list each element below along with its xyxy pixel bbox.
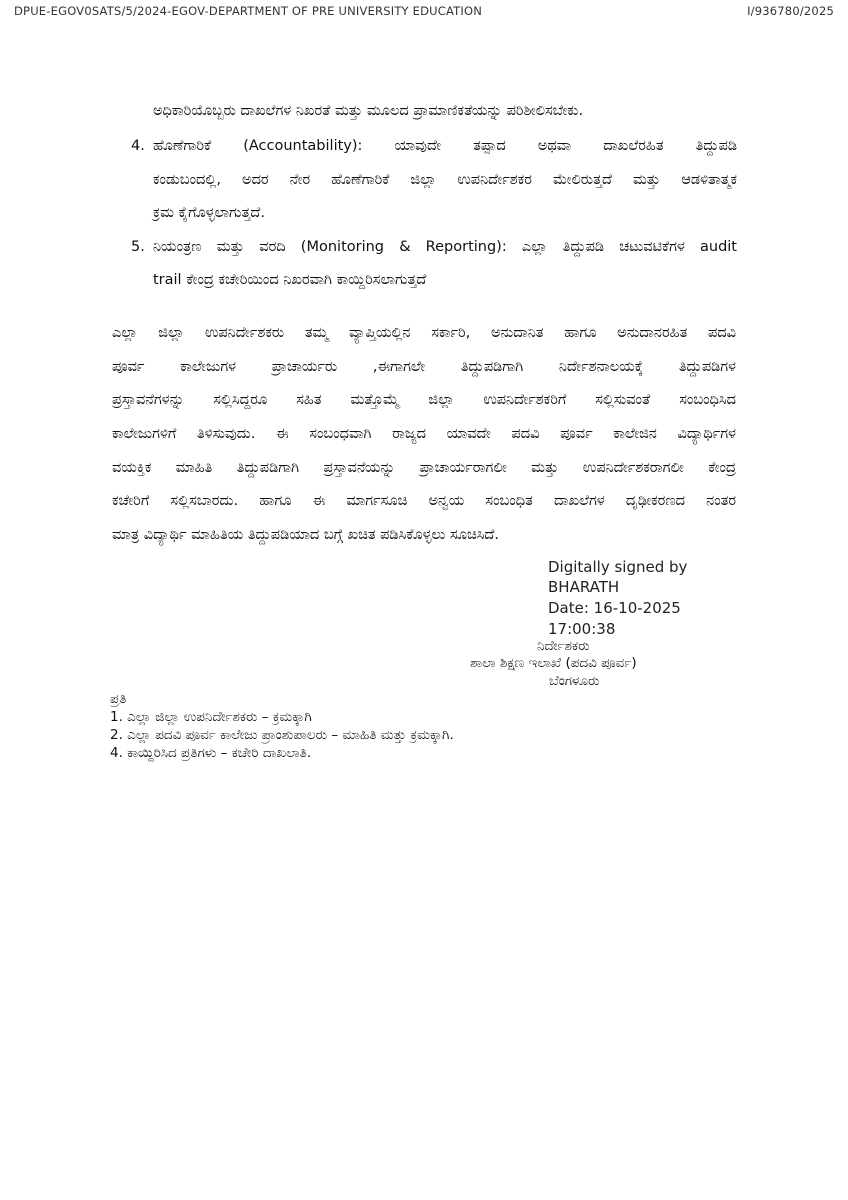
copy-item: 1. ಎಲ್ಲಾ ಜಿಲ್ಲಾ ಉಪನಿರ್ದೇಶಕರು – ಕ್ರಮಕ್ಕಾಗಿ — [110, 709, 312, 725]
copy-item: 4. ಕಾಯ್ದಿರಿಸಿದ ಪ್ರತಿಗಳು – ಕಚೇರಿ ದಾಖಲಾತಿ. — [110, 745, 312, 761]
body-line-7: ಮಾತ್ರ ವಿದ್ಯಾರ್ಥಿ ಮಾಹಿತಿಯ ತಿದ್ದುಪಡಿಯಾದ ಬಗ್ಗೆ ಖಚಿತ ಪಡಿಸಿಕೊಳ್ಳಲು ಸೂಚಿಸಿದೆ. — [112, 527, 499, 543]
document-reference: DPUE-EGOV0SATS/5/2024-EGOV-DEPARTMENT OF PRE UNIVERSITY EDUCATION — [14, 4, 483, 18]
copies-heading: ಪ್ರತಿ — [110, 691, 127, 707]
signatory-department: ಶಾಲಾ ಶಿಕ್ಷಣ ಇಲಾಖೆ (ಪದವಿ ಪೂರ್ವ) — [470, 655, 637, 671]
inward-number: I/936780/2025 — [747, 4, 834, 18]
point-4-line-1: ಹೊಣೆಗಾರಿಕೆ (Accountability): ಯಾವುದೇ ತಪ್ಪಾದ ಅಥವಾ ದಾಖಲೆರಹಿತ ತಿದ್ದುಪಡಿ — [153, 138, 737, 154]
body-line-6: ಕಚೇರಿಗೆ ಸಲ್ಲಿಸಬಾರದು. ಹಾಗೂ ಈ ಮಾರ್ಗಸೂಚಿ ಅನ್ವಯ ಸಂಬಂಧಿತ ದಾಖಲೆಗಳ ದೃಢೀಕರಣದ ನಂತರ — [112, 493, 736, 509]
point-4-line-3: ಕ್ರಮ ಕೈಗೊಳ್ಳಲಾಗುತ್ತದೆ. — [153, 205, 265, 221]
signatory-title: ನಿರ್ದೇಶಕರು — [537, 638, 590, 654]
point-5-line-1: ನಿಯಂತ್ರಣ ಮತ್ತು ವರದಿ (Monitoring & Reporting): ಎಲ್ಲಾ ತಿದ್ದುಪಡಿ ಚಟುವಟಿಕೆಗಳ audit — [153, 239, 737, 255]
point-4-line-2: ಕಂಡುಬಂದಲ್ಲಿ, ಅದರ ನೇರ ಹೊಣೆಗಾರಿಕೆ ಜಿಲ್ಲಾ ಉಪನಿರ್ದೇಶಕರ ಮೇಲಿರುತ್ತದೆ ಮತ್ತು ಆಡಳಿತಾತ್ಮಕ — [153, 172, 737, 188]
body-line-5: ವಯಕ್ತಿಕ ಮಾಹಿತಿ ತಿದ್ದುಪಡಿಗಾಗಿ ಪ್ರಸ್ತಾವನೆಯನ್ನು ಪ್ರಾಚಾರ್ಯರಾಗಲೀ ಮತ್ತು ಉಪನಿರ್ದೇಶಕರಾಗಲೀ ಕೇಂದ್ರ — [112, 460, 736, 476]
body-line-1: ಎಲ್ಲಾ ಜಿಲ್ಲಾ ಉಪನಿರ್ದೇಶಕರು ತಮ್ಮ ವ್ಯಾಪ್ತಿಯಲ್ಲಿನ ಸರ್ಕಾರಿ, ಅನುದಾನಿತ ಹಾಗೂ ಅನುದಾನರಹಿತ ಪದವಿ — [112, 325, 736, 341]
point-5-number: 5. — [131, 239, 145, 255]
point-4-number: 4. — [131, 138, 145, 154]
point-5-line-2: trail ಕೇಂದ್ರ ಕಚೇರಿಯಿಂದ ನಿಖರವಾಗಿ ಕಾಯ್ದಿರಿಸಲಾಗುತ್ತದೆ — [153, 272, 427, 288]
signature-date: Date: 16-10-2025 — [548, 599, 681, 617]
signature-line-1: Digitally signed by — [548, 558, 688, 576]
body-line-4: ಕಾಲೇಜುಗಳಿಗೆ ತಿಳಿಸುವುದು. ಈ ಸಂಬಂಧವಾಗಿ ರಾಜ್ಯದ ಯಾವದೇ ಪದವಿ ಪೂರ್ವ ಕಾಲೇಜಿನ ವಿದ್ಯಾರ್ಥಿಗಳ — [112, 426, 736, 442]
copy-item: 2. ಎಲ್ಲಾ ಪದವಿ ಪೂರ್ವ ಕಾಲೇಜು ಪ್ರಾಂಶುಪಾಲರು – ಮಾಹಿತಿ ಮತ್ತು ಕ್ರಮಕ್ಕಾಗಿ. — [110, 727, 454, 743]
signature-name: BHARATH — [548, 578, 620, 596]
signature-time: 17:00:38 — [548, 620, 616, 638]
body-line-3: ಪ್ರಸ್ತಾವನೆಗಳನ್ನು ಸಲ್ಲಿಸಿದ್ದರೂ ಸಹಿತ ಮತ್ತೊಮ್ಮೆ ಜಿಲ್ಲಾ ಉಪನಿರ್ದೇಶಕರಿಗೆ ಸಲ್ಲಿಸುವಂತೆ ಸಂಬಂಧಿಸಿದ — [112, 392, 736, 408]
signatory-city: ಬೆಂಗಳೂರು — [549, 673, 600, 689]
point-continuation: ಅಧಿಕಾರಿಯೊಬ್ಬರು ದಾಖಲೆಗಳ ನಿಖರತೆ ಮತ್ತು ಮೂಲದ ಪ್ರಾಮಾಣಿಕತೆಯನ್ನು ಪರಿಶೀಲಿಸಬೇಕು. — [153, 103, 584, 119]
body-line-2: ಪೂರ್ವ ಕಾಲೇಜುಗಳ ಪ್ರಾಚಾರ್ಯರು ,ಈಗಾಗಲೇ ತಿದ್ದುಪಡಿಗಾಗಿ ನಿರ್ದೇಶನಾಲಯಕ್ಕೆ ತಿದ್ದುಪಡಿಗಳ — [112, 359, 736, 375]
